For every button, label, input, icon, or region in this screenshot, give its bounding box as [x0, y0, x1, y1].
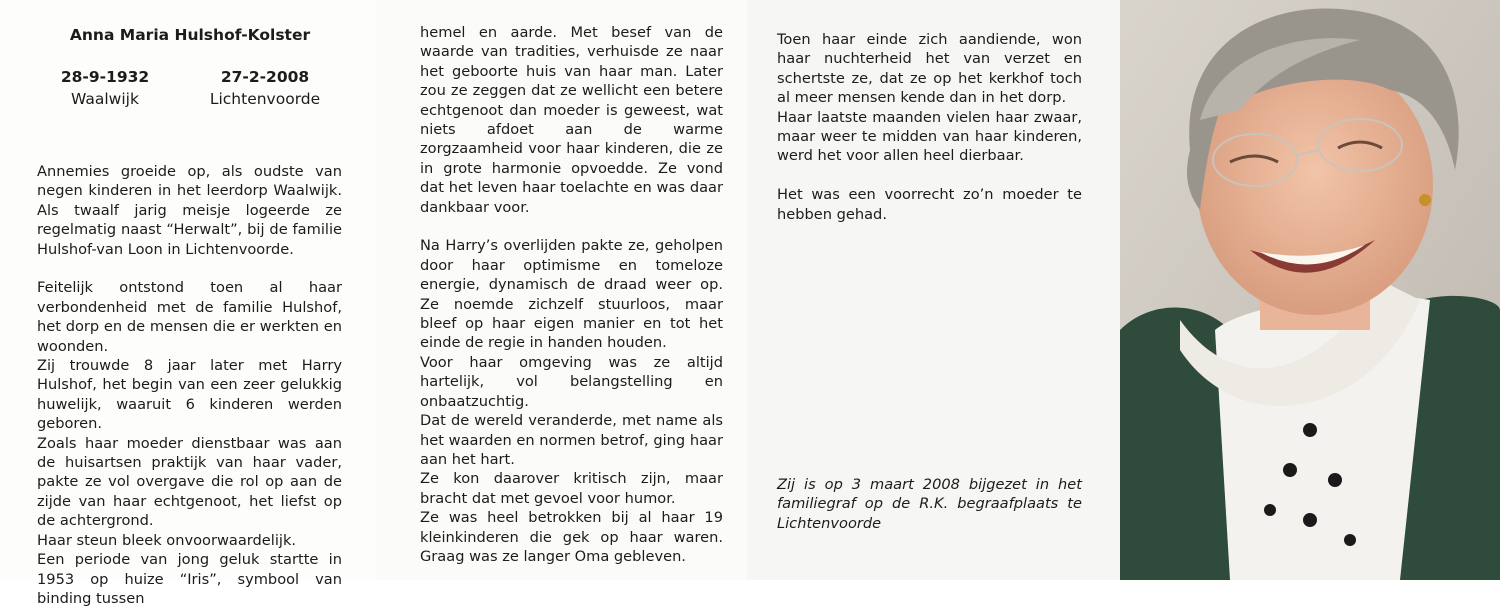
paragraph: Feitelijk ontstond toen al haar verbondenheid met de familie Hulshof, het dorp en de mensen die er werkten en woonden.	[37, 279, 342, 355]
death-date: 27-2-2008	[220, 68, 310, 86]
portrait-illustration	[1120, 0, 1500, 580]
portrait-photo	[1120, 0, 1500, 580]
paragraph: Toen haar einde zich aandiende, won haar nuchterheid het van verzet en schertste ze, dat ze op het kerkhof toch al meer mensen kende dan in het dorp.	[777, 31, 1082, 107]
birth-date: 28-9-1932	[60, 68, 150, 86]
birth-info	[35, 66, 175, 110]
paragraph: Zoals haar moeder dienstbaar was aan de huisartsen praktijk van haar vader, pakte ze vol overgave die rol op aan de zijde van haar echtgenoot, het liefst op de achtergrond.	[37, 434, 342, 530]
paragraph: Voor haar omgeving was ze altijd hartelijk, vol belangstelling en onbaatzuchtig.	[420, 353, 723, 410]
paragraph: hemel en aarde. Met besef van de waarde van tradities, verhuisde ze naar het geboorte huis van haar man. Later zou ze zeggen dat ze wellicht een betere echtgenoot dan moeder is geweest, wat niets afdoet aan de warme zorgzaamheid voor haar kinderen, die ze in grote harmonie opvoedde. Ze vond dat het leven haar toelachte en was daar dankbaar voor.	[420, 24, 723, 216]
paragraph: Na Harry’s overlijden pakte ze, geholpen door haar optimisme en tomeloze energie, dynamisch de draad weer op. Ze noemde zichzelf stuurloos, maar bleef op haar eigen manier en tot het einde de regie in handen houden.	[420, 237, 723, 352]
paragraph: Zij trouwde 8 jaar later met Harry Hulshof, het begin van een zeer gelukkig huwelijk, waaruit 6 kinderen werden geboren.	[37, 357, 342, 433]
birth-place: Waalwijk	[71, 90, 139, 108]
middle-panel	[375, 0, 747, 580]
deceased-name: Anna Maria Hulshof-Kolster	[69, 26, 311, 44]
paragraph: Het was een voorrecht zo’n moeder te hebben gehad.	[777, 186, 1082, 223]
paragraph: Annemies groeide op, als oudste van negen kinderen in het leerdorp Waalwijk. Als twaalf jarig meisje logeerde ze regelmatig naast “Herwalt”, bij de familie Hulshof-van Loon in Lichtenvoorde.	[37, 163, 342, 258]
biography-column-1	[37, 162, 342, 608]
paragraph: Ze kon daarover kritisch zijn, maar bracht dat met gevoel voor humor.	[420, 470, 723, 507]
death-info	[195, 66, 335, 110]
left-panel	[0, 0, 375, 607]
biography-column-2	[420, 23, 723, 566]
right-text-panel	[747, 0, 1120, 580]
burial-note: Zij is op 3 maart 2008 bijgezet in het familiegraf op de R.K. begraafplaats te Lichtenvoorde	[777, 476, 1082, 532]
paragraph: Dat de wereld veranderde, met name als het waarden en normen betrof, ging haar aan het hart.	[420, 412, 723, 468]
paragraph: Haar laatste maanden vielen haar zwaar, maar weer te midden van haar kinderen, werd het voor allen heel dierbaar.	[777, 108, 1082, 165]
biography-column-3	[777, 30, 1082, 224]
paragraph: Haar steun bleek onvoorwaardelijk.	[37, 531, 297, 549]
paragraph: Een periode van jong geluk startte in 1953 op huize “Iris”, symbool van binding tussen	[37, 551, 342, 607]
paragraph: Ze was heel betrokken bij al haar 19 kleinkinderen die gek op haar waren. Graag was ze langer Oma gebleven.	[420, 509, 723, 565]
death-place: Lichtenvoorde	[209, 90, 321, 108]
